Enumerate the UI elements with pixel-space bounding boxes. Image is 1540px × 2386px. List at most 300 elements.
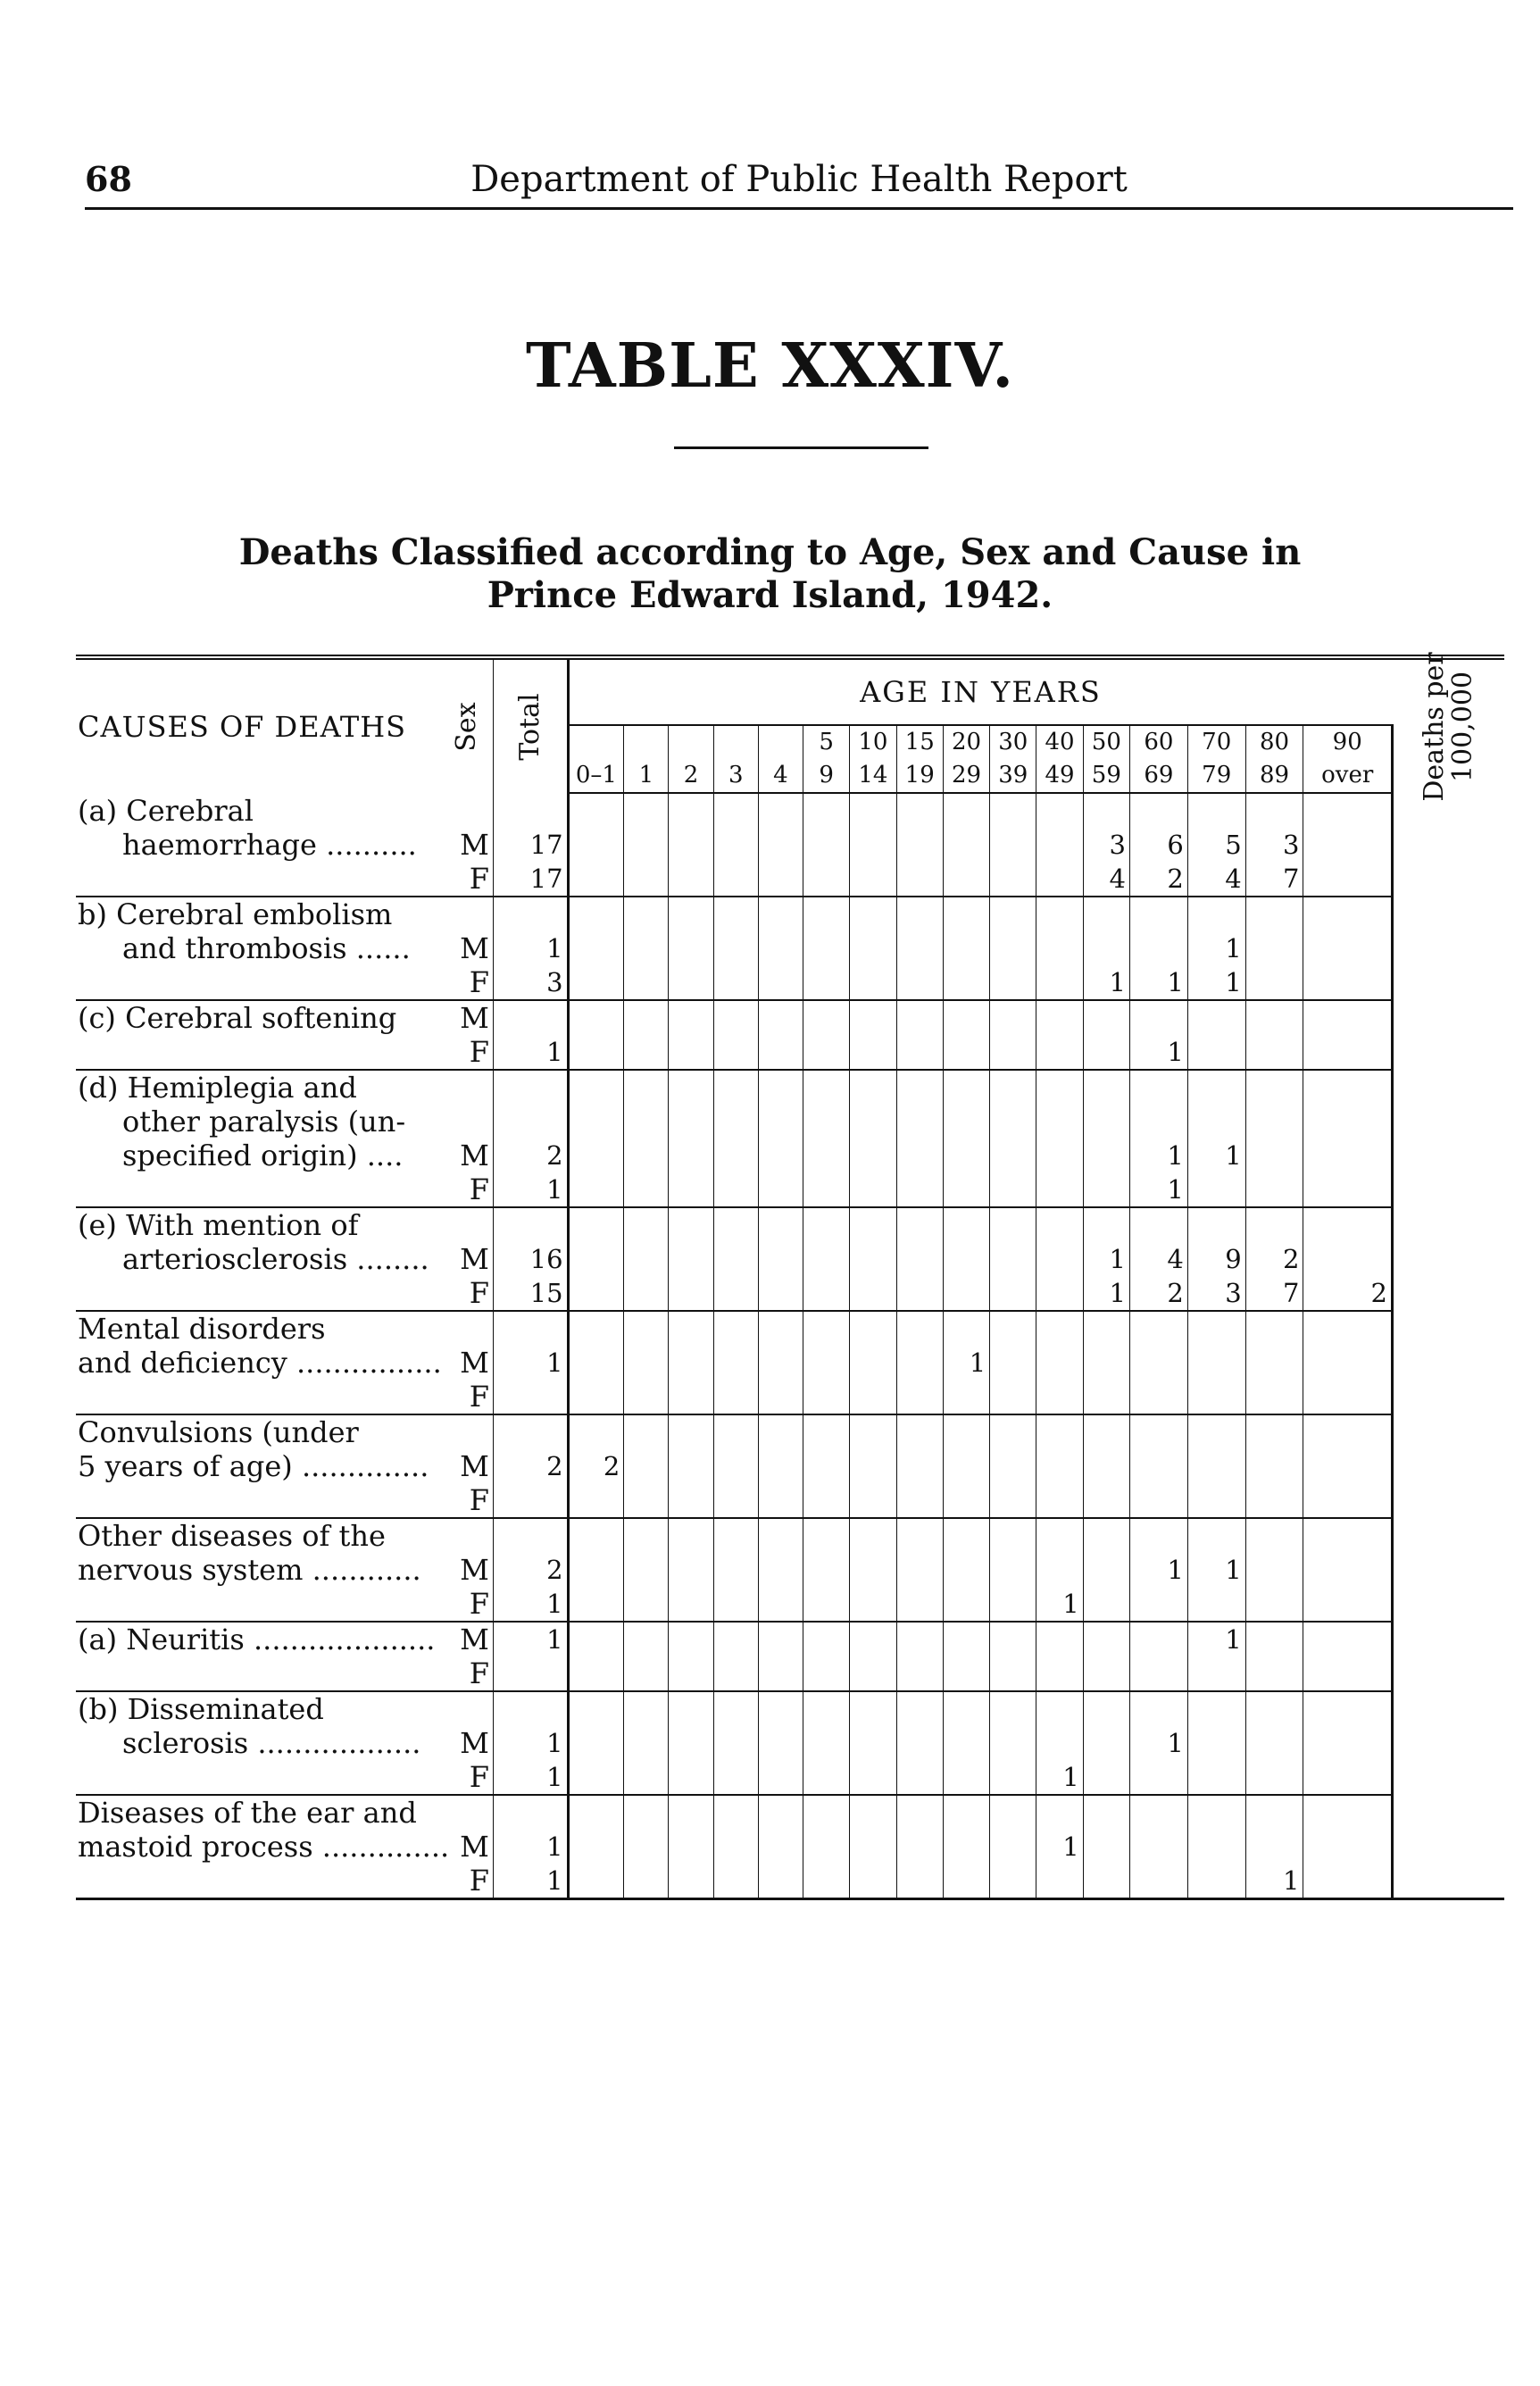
sex-cell: M <box>442 1449 494 1483</box>
age-cell <box>713 1622 758 1656</box>
age-cell <box>1129 1346 1187 1380</box>
age-cell <box>803 1726 850 1760</box>
rate-cell <box>1392 1622 1504 1656</box>
age-cell <box>1245 1449 1303 1483</box>
age-cell <box>568 862 624 897</box>
age-cell <box>758 1518 803 1553</box>
age-cell <box>669 1830 713 1864</box>
age-cell <box>803 1656 850 1691</box>
age-cell <box>1083 1346 1129 1380</box>
age-cell <box>713 793 758 828</box>
age-cell <box>758 1622 803 1656</box>
age-cell <box>850 931 896 965</box>
age-cell <box>568 1414 624 1449</box>
age-cell <box>1083 1105 1129 1139</box>
age-cell <box>1245 965 1303 1000</box>
total-cell: 17 <box>493 862 568 897</box>
age-cell <box>568 1726 624 1760</box>
age-cell <box>713 897 758 931</box>
age-cell <box>896 1691 943 1726</box>
sex-cell: M <box>442 1242 494 1276</box>
age-cell <box>896 1726 943 1760</box>
age-cell <box>758 1553 803 1587</box>
age-cell <box>1036 1553 1083 1587</box>
age-cell <box>1083 1380 1129 1414</box>
age-cell <box>1036 1380 1083 1414</box>
sex-cell: M <box>442 1139 494 1172</box>
age-cell: 4 <box>1187 862 1245 897</box>
age-band-header: 4 <box>758 725 803 793</box>
age-cell <box>713 1105 758 1139</box>
age-cell <box>669 1795 713 1830</box>
cause-label: Mental disorders <box>76 1311 442 1346</box>
age-cell <box>1083 1795 1129 1830</box>
age-cell <box>1187 1518 1245 1553</box>
age-cell <box>990 1172 1036 1207</box>
age-cell <box>1187 1726 1245 1760</box>
rate-cell <box>1392 1414 1504 1449</box>
age-cell <box>1187 1000 1245 1035</box>
age-cell <box>990 1242 1036 1276</box>
age-cell <box>943 1587 989 1622</box>
age-cell <box>669 1691 713 1726</box>
age-cell <box>568 1830 624 1864</box>
age-cell <box>1187 1414 1245 1449</box>
table-row <box>76 1518 1504 1553</box>
age-cell <box>1303 1483 1392 1518</box>
age-cell <box>1036 1449 1083 1483</box>
age-cell: 3 <box>1083 828 1129 862</box>
age-cell: 7 <box>1245 1276 1303 1311</box>
age-cell <box>624 1035 669 1070</box>
age-cell <box>850 1760 896 1795</box>
age-cell <box>850 1553 896 1587</box>
total-cell <box>493 1795 568 1830</box>
age-cell: 6 <box>1129 828 1187 862</box>
age-cell <box>568 1518 624 1553</box>
age-cell <box>1036 1242 1083 1276</box>
age-cell <box>669 1449 713 1483</box>
age-cell <box>896 1864 943 1899</box>
age-cell <box>1129 1656 1187 1691</box>
age-cell <box>713 1449 758 1483</box>
age-cell <box>624 1587 669 1622</box>
age-cell: 1 <box>1036 1760 1083 1795</box>
age-cell <box>568 1760 624 1795</box>
age-cell <box>713 1000 758 1035</box>
age-cell <box>669 1035 713 1070</box>
age-cell <box>896 1070 943 1105</box>
total-cell <box>493 793 568 828</box>
table-row <box>76 1795 1504 1830</box>
age-cell <box>850 1449 896 1483</box>
age-cell <box>943 1380 989 1414</box>
age-cell <box>624 1622 669 1656</box>
age-cell <box>1303 1207 1392 1242</box>
age-cell <box>758 1139 803 1172</box>
age-cell <box>669 828 713 862</box>
table-row <box>76 1622 1504 1656</box>
age-cell <box>1187 1691 1245 1726</box>
age-cell <box>1245 1518 1303 1553</box>
age-cell <box>990 1380 1036 1414</box>
age-cell <box>1245 1105 1303 1139</box>
age-cell <box>1036 897 1083 931</box>
table-row <box>76 1864 1504 1899</box>
age-cell <box>850 1691 896 1726</box>
age-cell <box>850 1414 896 1449</box>
table-row <box>76 1311 1504 1346</box>
age-cell <box>758 1449 803 1483</box>
age-cell <box>990 1656 1036 1691</box>
age-cell: 1 <box>1187 965 1245 1000</box>
age-cell <box>1303 1000 1392 1035</box>
age-cell <box>758 1105 803 1139</box>
age-cell <box>669 1139 713 1172</box>
rate-cell <box>1392 1691 1504 1726</box>
total-cell: 17 <box>493 828 568 862</box>
age-cell <box>1129 793 1187 828</box>
age-cell <box>669 1656 713 1691</box>
age-cell <box>803 1276 850 1311</box>
age-cell <box>1245 1726 1303 1760</box>
age-cell <box>803 1830 850 1864</box>
age-cell <box>850 1726 896 1760</box>
age-band-header: 1 <box>624 725 669 793</box>
age-cell <box>758 1726 803 1760</box>
age-cell <box>1036 1172 1083 1207</box>
age-cell: 2 <box>1129 862 1187 897</box>
cause-label: other paralysis (un- <box>122 1105 406 1139</box>
age-cell <box>943 862 989 897</box>
age-cell <box>990 1414 1036 1449</box>
age-cell <box>1083 1518 1129 1553</box>
age-cell <box>850 1483 896 1518</box>
age-cell <box>758 1207 803 1242</box>
cause-label <box>76 1035 442 1070</box>
age-cell <box>758 1414 803 1449</box>
age-cell <box>568 1207 624 1242</box>
age-cell <box>1036 1795 1083 1830</box>
age-cell <box>896 897 943 931</box>
age-cell <box>713 1864 758 1899</box>
age-cell <box>1083 897 1129 931</box>
age-cell <box>990 1105 1036 1139</box>
age-cell <box>1303 1414 1392 1449</box>
age-cell <box>990 1864 1036 1899</box>
total-cell: 2 <box>493 1139 568 1172</box>
age-cell <box>990 965 1036 1000</box>
cause-label <box>76 1760 442 1795</box>
age-cell <box>1187 1656 1245 1691</box>
age-cell <box>896 793 943 828</box>
age-cell <box>1129 1207 1187 1242</box>
age-cell <box>850 1035 896 1070</box>
age-cell: 1 <box>1083 1242 1129 1276</box>
age-cell <box>803 1449 850 1483</box>
sex-cell: M <box>442 828 494 862</box>
age-cell <box>713 1139 758 1172</box>
age-cell: 1 <box>1129 1139 1187 1172</box>
age-cell <box>1129 1105 1187 1139</box>
age-cell <box>669 1587 713 1622</box>
age-band-header: 30 39 <box>990 725 1036 793</box>
age-cell <box>1303 1311 1392 1346</box>
sex-cell: M <box>442 1726 494 1760</box>
age-cell <box>713 1380 758 1414</box>
age-cell <box>669 931 713 965</box>
age-cell <box>568 1070 624 1105</box>
age-cell <box>990 1035 1036 1070</box>
age-cell <box>1036 793 1083 828</box>
cause-label <box>76 1172 442 1207</box>
subtitle-line: Deaths Classified according to Age, Sex and Cause in <box>238 531 1302 573</box>
age-cell: 9 <box>1187 1242 1245 1276</box>
age-cell <box>1036 1105 1083 1139</box>
age-cell <box>943 1795 989 1830</box>
age-cell <box>758 1380 803 1414</box>
cause-label <box>76 1380 442 1414</box>
cause-label: Diseases of the ear and <box>76 1795 442 1830</box>
age-cell <box>990 1553 1036 1587</box>
age-cell <box>990 1139 1036 1172</box>
age-cell <box>1129 1795 1187 1830</box>
age-cell <box>624 1000 669 1035</box>
table-row <box>76 1172 1504 1207</box>
age-cell <box>624 1346 669 1380</box>
age-cell <box>1245 1483 1303 1518</box>
age-cell <box>990 1726 1036 1760</box>
age-cell <box>990 1070 1036 1105</box>
age-band-header: 50 59 <box>1083 725 1129 793</box>
table-row <box>76 1830 1504 1864</box>
age-cell <box>850 1242 896 1276</box>
age-cell <box>1245 1207 1303 1242</box>
sex-cell: M <box>442 1830 494 1864</box>
age-cell <box>1036 931 1083 965</box>
age-cell <box>624 1070 669 1105</box>
age-cell <box>758 793 803 828</box>
age-cell <box>1036 965 1083 1000</box>
age-cell <box>850 1587 896 1622</box>
age-cell <box>990 862 1036 897</box>
age-cell <box>943 1726 989 1760</box>
age-cell <box>1187 1449 1245 1483</box>
age-cell <box>990 931 1036 965</box>
age-cell <box>943 793 989 828</box>
age-cell <box>758 1864 803 1899</box>
age-cell <box>624 897 669 931</box>
age-cell <box>1303 1139 1392 1172</box>
age-cell <box>1303 931 1392 965</box>
age-cell <box>896 1380 943 1414</box>
age-cell <box>896 1105 943 1139</box>
cause-label <box>76 1587 442 1622</box>
age-cell <box>1303 1070 1392 1105</box>
age-cell <box>990 1830 1036 1864</box>
age-cell <box>624 828 669 862</box>
age-cell <box>713 1414 758 1449</box>
cause-label: mastoid process .............. <box>78 1830 450 1864</box>
age-cell <box>1083 1000 1129 1035</box>
age-cell <box>758 1346 803 1380</box>
age-cell <box>713 1483 758 1518</box>
table-row <box>76 897 1504 931</box>
age-cell <box>1083 1139 1129 1172</box>
rate-cell <box>1392 1726 1504 1760</box>
age-cell <box>713 1207 758 1242</box>
total-cell <box>493 1311 568 1346</box>
age-cell <box>1303 1380 1392 1414</box>
age-cell <box>758 1000 803 1035</box>
age-cell <box>896 965 943 1000</box>
age-cell <box>1187 1070 1245 1105</box>
age-cell <box>568 1276 624 1311</box>
total-cell <box>493 1380 568 1414</box>
sex-cell: F <box>442 1656 494 1691</box>
age-cell <box>669 1622 713 1656</box>
age-cell <box>1303 1760 1392 1795</box>
total-cell <box>493 897 568 931</box>
age-cell <box>713 1346 758 1380</box>
age-cell <box>896 1795 943 1830</box>
age-cell <box>850 1380 896 1414</box>
age-cell <box>850 1518 896 1553</box>
cause-label: haemorrhage .......... <box>122 828 417 862</box>
age-cell <box>1303 1449 1392 1483</box>
age-cell <box>669 1726 713 1760</box>
cause-label: (d) Hemiplegia and <box>76 1070 442 1105</box>
age-cell <box>624 965 669 1000</box>
age-cell <box>943 1483 989 1518</box>
age-cell <box>850 1105 896 1139</box>
age-cell <box>803 965 850 1000</box>
total-cell: 1 <box>493 1622 568 1656</box>
age-cell <box>1303 897 1392 931</box>
rate-cell <box>1392 897 1504 931</box>
age-cell <box>990 1276 1036 1311</box>
age-cell <box>669 1864 713 1899</box>
age-cell <box>758 1830 803 1864</box>
rate-cell <box>1392 1483 1504 1518</box>
age-cell <box>758 897 803 931</box>
total-cell: 1 <box>493 931 568 965</box>
age-cell <box>990 793 1036 828</box>
age-cell <box>669 1414 713 1449</box>
age-cell <box>1129 1449 1187 1483</box>
sex-cell <box>442 1795 494 1830</box>
age-cell <box>713 1760 758 1795</box>
age-cell <box>1036 1691 1083 1726</box>
age-cell <box>1129 1760 1187 1795</box>
age-cell <box>943 965 989 1000</box>
age-cell <box>1303 828 1392 862</box>
age-cell <box>1303 1691 1392 1726</box>
cause-label: (e) With mention of <box>76 1207 442 1242</box>
age-cell <box>568 931 624 965</box>
age-cell <box>850 1000 896 1035</box>
total-cell: 1 <box>493 1172 568 1207</box>
age-cell <box>1036 1726 1083 1760</box>
age-cell <box>669 897 713 931</box>
age-cell <box>1083 1830 1129 1864</box>
age-cell: 1 <box>1036 1587 1083 1622</box>
rate-cell <box>1392 1242 1504 1276</box>
age-cell <box>1303 1553 1392 1587</box>
age-cell <box>1245 1830 1303 1864</box>
age-cell: 1 <box>1245 1864 1303 1899</box>
age-cell <box>896 1000 943 1035</box>
rate-cell <box>1392 1276 1504 1311</box>
age-cell <box>1303 1622 1392 1656</box>
age-cell <box>803 931 850 965</box>
age-cell <box>1129 1414 1187 1449</box>
age-cell <box>758 931 803 965</box>
table-row <box>76 1139 1504 1172</box>
age-cell <box>568 1172 624 1207</box>
cause-label: and thrombosis ...... <box>122 931 411 965</box>
age-cell <box>669 1070 713 1105</box>
total-cell <box>493 1105 568 1139</box>
age-cell <box>943 828 989 862</box>
age-cell <box>1083 1070 1129 1105</box>
age-cell <box>803 862 850 897</box>
total-cell: 1 <box>493 1760 568 1795</box>
age-cell <box>624 1172 669 1207</box>
age-cell <box>713 1242 758 1276</box>
age-cell <box>1245 1346 1303 1380</box>
total-cell <box>493 1656 568 1691</box>
age-cell <box>803 1483 850 1518</box>
age-cell <box>1303 1242 1392 1276</box>
age-cell <box>624 1449 669 1483</box>
age-cell <box>1036 1311 1083 1346</box>
age-cell <box>990 1346 1036 1380</box>
age-cell: 2 <box>1129 1276 1187 1311</box>
age-cell <box>1036 1346 1083 1380</box>
age-cell <box>803 1760 850 1795</box>
age-cell <box>1129 1380 1187 1414</box>
total-cell: 2 <box>493 1449 568 1483</box>
table-row <box>76 1691 1504 1726</box>
age-cell <box>943 897 989 931</box>
age-cell <box>1129 1830 1187 1864</box>
age-cell <box>850 793 896 828</box>
age-cell <box>669 1346 713 1380</box>
age-band-header: 10 14 <box>850 725 896 793</box>
age-cell <box>943 1622 989 1656</box>
age-cell <box>896 931 943 965</box>
page-number: 68 <box>85 159 132 199</box>
age-band-header: 70 79 <box>1187 725 1245 793</box>
age-band-header: 90 over <box>1303 725 1392 793</box>
age-cell <box>850 1276 896 1311</box>
age-cell <box>568 828 624 862</box>
age-cell <box>1187 1795 1245 1830</box>
age-cell <box>1083 1726 1129 1760</box>
age-cell <box>803 828 850 862</box>
age-cell <box>568 1795 624 1830</box>
cause-label: b) Cerebral embolism <box>76 897 442 931</box>
age-cell <box>624 1380 669 1414</box>
age-cell <box>1303 1726 1392 1760</box>
table-subtitle <box>0 531 1540 617</box>
age-cell: 1 <box>1187 1139 1245 1172</box>
total-cell: 3 <box>493 965 568 1000</box>
total-cell: 1 <box>493 1346 568 1380</box>
total-cell <box>493 1691 568 1726</box>
age-cell <box>850 1139 896 1172</box>
